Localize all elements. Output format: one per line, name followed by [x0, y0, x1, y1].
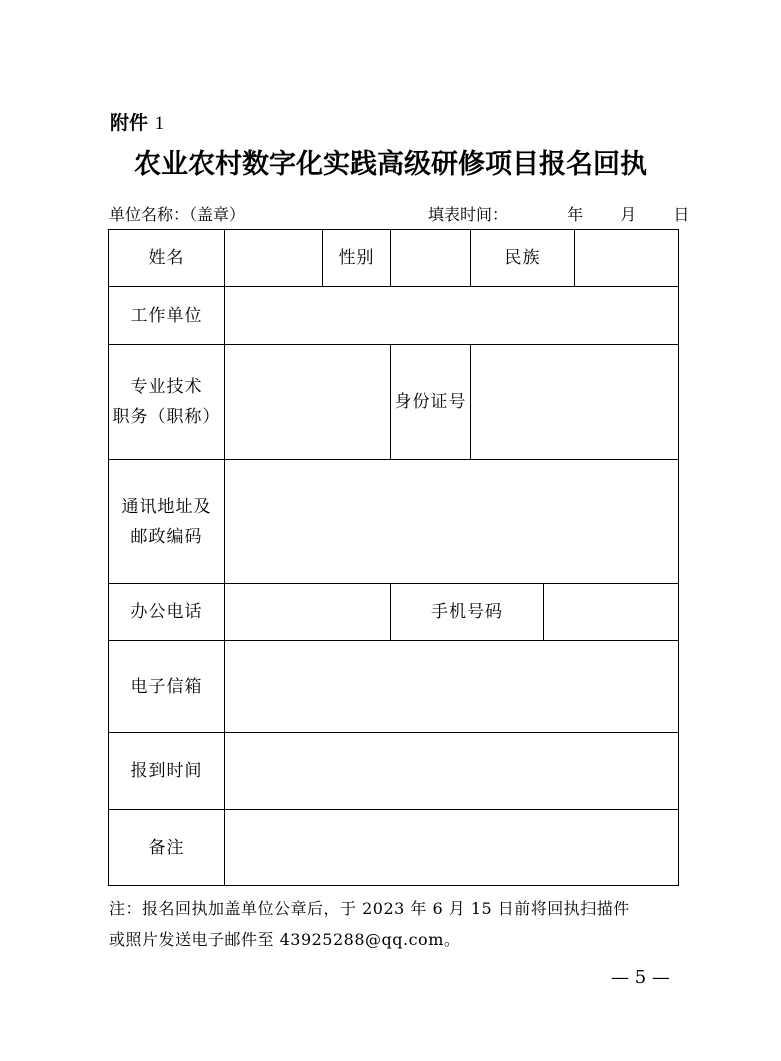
address-label	[109, 460, 225, 584]
professional-title-line2: 职务（职称）	[112, 407, 221, 427]
office-phone-field[interactable]	[225, 584, 391, 641]
gender-label: 性别	[323, 230, 391, 287]
remarks-field[interactable]	[225, 810, 679, 886]
attachment-text: 附件	[110, 112, 149, 134]
year-label: 年	[567, 205, 584, 224]
office-phone-label: 办公电话	[109, 584, 225, 641]
address-line1: 通讯地址及	[121, 496, 212, 517]
mobile-label: 手机号码	[391, 584, 544, 641]
address-field[interactable]	[225, 460, 679, 584]
professional-title-label	[109, 345, 225, 460]
ethnicity-label: 民族	[471, 230, 575, 287]
page-number: — 5 —	[611, 967, 670, 988]
professional-title-line1: 专业技术	[130, 377, 203, 397]
gender-field[interactable]	[391, 230, 471, 287]
footnote-line2: 或照片发送电子邮件至 43925288@qq.com。	[109, 930, 461, 949]
work-unit-label: 工作单位	[109, 287, 225, 345]
mobile-field[interactable]	[544, 584, 679, 641]
email-label: 电子信箱	[109, 641, 225, 733]
unit-name-label: 单位名称：（盖章）	[109, 205, 246, 224]
ethnicity-field[interactable]	[575, 230, 679, 287]
day-label: 日	[673, 205, 690, 224]
fill-time-label: 填表时间：	[428, 205, 509, 224]
id-number-label: 身份证号	[391, 345, 471, 460]
name-label: 姓名	[109, 230, 225, 287]
fill-time	[428, 202, 689, 225]
name-field[interactable]	[225, 230, 323, 287]
remarks-label: 备注	[109, 810, 225, 886]
footnote	[109, 893, 679, 955]
id-number-field[interactable]	[471, 345, 679, 460]
arrival-time-field[interactable]	[225, 733, 679, 810]
month-label: 月	[620, 205, 637, 224]
arrival-time-label: 报到时间	[109, 733, 225, 810]
fill-date	[567, 202, 689, 225]
work-unit-field[interactable]	[225, 287, 679, 345]
address-line2: 邮政编码	[130, 526, 203, 547]
footnote-line1: 注：报名回执加盖单位公章后，于 2023 年 6 月 15 日前将回执扫描件	[109, 899, 630, 918]
attachment-label	[110, 108, 164, 135]
attachment-number: 1	[154, 113, 165, 134]
page-title: 农业农村数字化实践高级研修项目报名回执	[134, 149, 647, 180]
email-field[interactable]	[225, 641, 679, 733]
registration-form	[108, 229, 679, 886]
professional-title-field[interactable]	[225, 345, 391, 460]
